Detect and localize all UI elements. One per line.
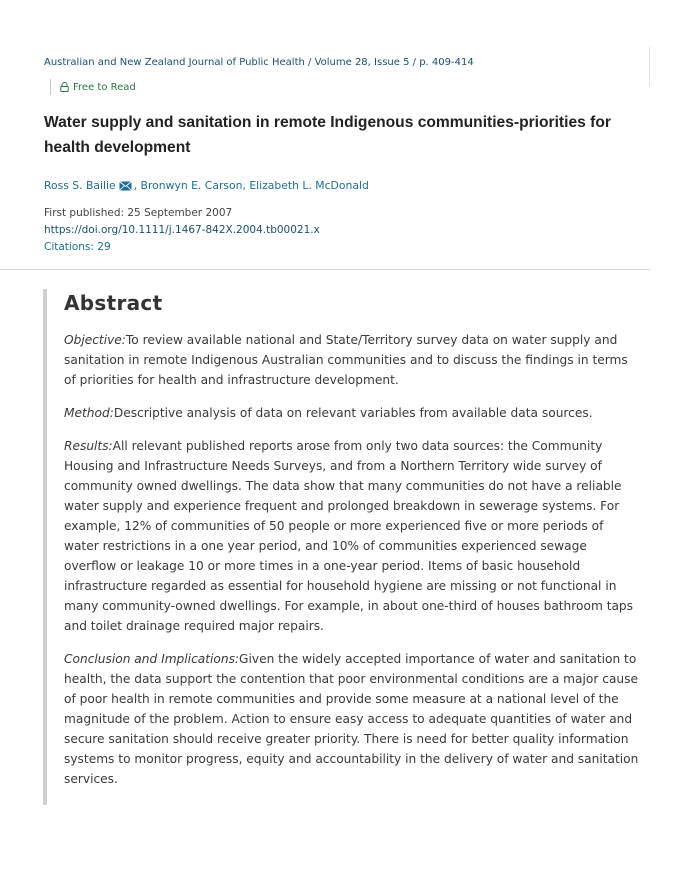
section-label: Method: (64, 406, 114, 420)
section-text: All relevant published reports arose from only two data sources: the Community Housing and Infrastructure Needs Surveys, and from a Northern Territory wide survey of community owned dwellings. The data show that many communities do not have a reliable water supply and experience frequent and prolonged breakdown in sewerage systems. For example, 12% of communities of 50 people or more experienced five or more periods of water restrictions in a one year period, and 10% of communities experienced sewage overflow or leakage 10 or more times in a one-year period. Items of basic household infrastructure regarded as essential for household hygiene are missing or not functional in many community-owned dwellings. For example, in about one-third of houses bathroom taps and toilet drainage required major repairs. (64, 439, 634, 633)
volume-issue-link[interactable]: Volume 28, Issue 5 (314, 57, 410, 68)
breadcrumb-separator: / (412, 57, 416, 68)
access-badge (50, 79, 136, 95)
section-text: To review available national and State/Territory survey data on water supply and sanitation in remote Indigenous Australian communities and to discuss the findings in terms of priorities for health and infrastructure development. (64, 333, 628, 387)
access-label: Free to Read (73, 81, 136, 93)
section-label: Objective: (64, 333, 126, 347)
citations-link[interactable]: Citations: 29 (44, 241, 111, 253)
section-label: Conclusion and Implications: (64, 652, 240, 666)
abstract-section (43, 289, 643, 805)
article-title: Water supply and sanitation in remote Indigenous communities-priorities for health development (44, 114, 611, 156)
abstract-conclusion (64, 649, 639, 789)
author-list (44, 179, 369, 192)
breadcrumb-separator: / (308, 57, 312, 68)
section-label: Results: (64, 439, 113, 453)
coauthors-link[interactable]: , Bronwyn E. Carson, Elizabeth L. McDonald (133, 179, 369, 192)
doi-link[interactable]: https://doi.org/10.1111/j.1467-842X.2004.tb00021.x (44, 224, 320, 236)
section-text: Given the widely accepted importance of water and sanitation to health, the data support the contention that poor environmental conditions are a major cause of poor health in remote communities and provide some measure at a national level of the magnitude of the problem. Action to ensure easy access to adequate quantities of water and secure sanitation should receive greater priority. There is need for better quality information systems to monitor progress, equity and accountability in the delivery of water and sanitation services. (64, 652, 639, 786)
abstract-objective (64, 330, 639, 390)
abstract-heading: Abstract (64, 291, 163, 315)
author-link[interactable]: Ross S. Bailie (44, 179, 116, 192)
divider (649, 47, 650, 87)
journal-link[interactable]: Australian and New Zealand Journal of Public Health (44, 57, 305, 68)
page-range: p. 409-414 (419, 57, 474, 68)
section-text: Descriptive analysis of data on relevant variables from available data sources. (113, 406, 593, 420)
abstract-method (64, 403, 639, 423)
breadcrumb (44, 57, 474, 68)
abstract-results (64, 436, 639, 636)
lock-icon (60, 82, 69, 92)
first-published-date: First published: 25 September 2007 (44, 207, 233, 219)
envelope-icon[interactable] (119, 181, 132, 191)
